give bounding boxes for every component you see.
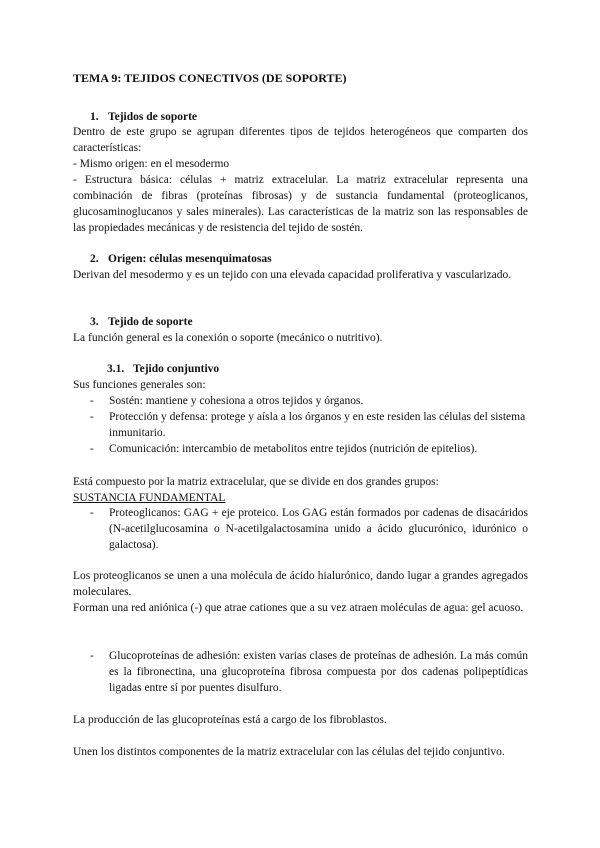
list-item: - Sostén: mantiene y cohesiona a otros tejidos y órganos. — [73, 393, 528, 409]
list-item: - Comunicación: intercambio de metabolitos entre tejidos (nutrición de epitelios). — [73, 441, 528, 457]
section-title: Tejidos de soporte — [108, 111, 198, 123]
proteoglicanos-paragraph: Los proteoglicanos se unen a una molécula de ácido hialurónico, dando lugar a grandes agregados moleculares. — [73, 570, 528, 598]
section-title: Tejido de soporte — [108, 316, 193, 328]
section-number: 2. — [90, 253, 99, 265]
list-item: - Proteoglicanos: GAG + eje proteico. Los GAG están formados por cadenas de disacáridos (N-acetilglucosamina o N-acetilgalactosamina unido a ácido glucurónico, idurónico o galactosa). — [73, 505, 528, 553]
section-1-structure-paragraph: - Estructura básica: células + matriz extracelular. La matriz extracelular representa una combinación de fibras (proteínas fibrosas) y de sustancia fundamental (proteoglicanos, glucosaminoglucanos y sales minerales). Las características de la matriz son las responsables de las propiedades mecánicas y de resistencia del tejido de sostén. — [73, 174, 528, 234]
glucoproteinas-list — [73, 648, 528, 696]
document-title: TEMA 9: TEJIDOS CONECTIVOS (DE SOPORTE) — [73, 71, 347, 85]
section-1-intro: Dentro de este grupo se agrupan diferentes tipos de tejidos heterogéneos que comparten dos características: — [73, 126, 528, 154]
subsection-3-1-heading — [107, 361, 219, 377]
matrix-intro: Está compuesto por la matriz extracelular, que se divide en dos grandes grupos: — [73, 476, 439, 488]
subsection-title: Tejido conjuntivo — [133, 363, 220, 375]
fibroblast-paragraph: La producción de las glucoproteínas está a cargo de los fibroblastos. — [73, 714, 387, 726]
functions-intro: Sus funciones generales son: — [73, 379, 206, 391]
functions-list — [73, 393, 528, 457]
section-1-origin-line: - Mismo origen: en el mesodermo — [73, 158, 230, 170]
anionic-network-paragraph: Forman una red aniónica (-) que atrae cationes que a su vez atraen moléculas de agua: gel acuoso. — [73, 602, 524, 614]
list-item: - Protección y defensa: protege y aísla a los órganos y en este residen las células del sistema inmunitario. — [73, 409, 528, 441]
section-2-paragraph: Derivan del mesodermo y es un tejido con una elevada capacidad proliferativa y vascularizado. — [73, 269, 512, 281]
section-3-paragraph: La función general es la conexión o soporte (mecánico o nutritivo). — [73, 332, 383, 344]
list-item: - Glucoproteínas de adhesión: existen varias clases de proteínas de adhesión. La más común es la fibronectina, una glucoproteína fibrosa compuesta por dos cadenas polipeptídicas ligadas entre sí por puentes disulfuro. — [73, 648, 528, 696]
sustancia-fundamental-subheading: SUSTANCIA FUNDAMENTAL — [73, 492, 226, 504]
proteoglicanos-list — [73, 505, 528, 553]
section-2-heading — [90, 251, 272, 267]
section-title: Origen: células mesenquimatosas — [108, 253, 272, 265]
subsection-number: 3.1. — [107, 363, 125, 375]
section-1-heading — [90, 109, 197, 125]
section-3-heading — [90, 314, 193, 330]
section-number: 1. — [90, 111, 99, 123]
section-number: 3. — [90, 316, 99, 328]
matrix-union-paragraph: Unen los distintos componentes de la matriz extracelular con las células del tejido conjuntivo. — [73, 746, 505, 758]
